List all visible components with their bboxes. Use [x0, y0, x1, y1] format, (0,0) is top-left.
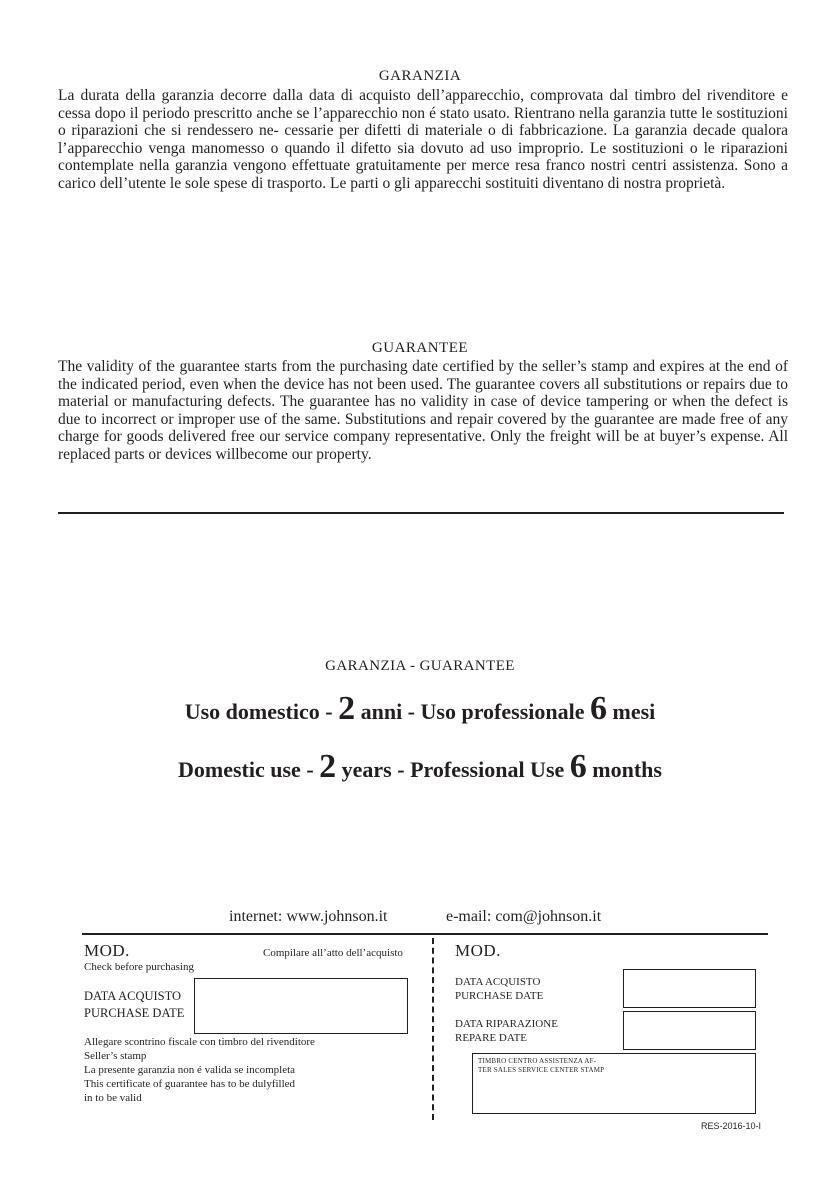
duration-english: [0, 748, 840, 786]
left-purchase-date-label-it: DATA ACQUISTO: [84, 989, 182, 1003]
duration-english-months: 6: [569, 748, 587, 785]
duration-english-suffix: months: [586, 757, 662, 782]
duration-italian-years: 2: [338, 690, 356, 727]
right-purchase-date-label-it: DATA ACQUISTO: [455, 976, 541, 988]
garanzia-title: GARANZIA: [378, 68, 462, 84]
section-divider: [58, 512, 784, 514]
repair-date-field[interactable]: [623, 1011, 756, 1050]
duration-english-mid: years - Professional Use: [336, 757, 570, 782]
guarantee-text: The validity of the guarantee starts from the purchasing date certified by the seller’s stamp and expires at the end of the indicated period, even when the device has not been used. The guarantee covers all substitutions or repairs due to material or manufacturing defects. The guarantee has no validity in case of device tampering or when the defect is due to incorrect or improper use of the same. Substitutions and repair covered by the guarantee are made free of any charge for goods delivered free our service company representative. Only the freight will be at buyer’s expense. All replaced parts or devices willbecome our property.: [58, 358, 788, 463]
duration-italian: [0, 690, 840, 728]
left-purchase-date-label-en: PURCHASE DATE: [84, 1006, 185, 1020]
internet-link[interactable]: internet: www.johnson.it: [229, 908, 388, 925]
duration-italian-suffix: mesi: [607, 699, 656, 724]
note-incomplete-en: This certificate of guarantee has to be dulyfilled: [84, 1078, 296, 1090]
card-top-rule: [82, 933, 768, 935]
repair-date-label-it: DATA RIPARAZIONE: [455, 1018, 558, 1030]
duration-english-prefix: Domestic use -: [178, 757, 320, 782]
duration-italian-prefix: Uso domestico -: [184, 699, 339, 724]
right-purchase-date-field[interactable]: [623, 969, 756, 1008]
guarantee-title: GUARANTEE: [371, 340, 469, 356]
duration-italian-months: 6: [590, 690, 607, 727]
stamp-label-line1: TIMBRO CENTRO ASSISTENZA AF-: [478, 1057, 597, 1065]
duration-italian-mid: anni - Uso professionale: [355, 699, 590, 724]
repair-date-label-en: REPARE DATE: [455, 1032, 528, 1044]
stamp-label-line2: TER SALES SERVICE CENTER STAMP: [478, 1066, 605, 1074]
garanzia-text: La durata della garanzia decorre dalla data di acquisto dell’apparecchio, comprovata dal timbro del rivenditore e cessa dopo il periodo prescritto anche se l’apparecchio non é stato usato. Rientrano nella garanzia tutte le sostituzioni o riparazioni che si rendessero ne- cessarie per difetti di materiale o di fabbricazione. La garanzia decade qualora l’apparecchio venga manomesso o quando il difetto sia dovuto ad uso improprio. Le sostituzioni o le riparazioni contemplate nella garanzia vengono effettuate gratuitamente per merce resa franco nostri centri assistenza. Sono a carico dell’utente le sole spese di trasporto. Le parti o gli apparecchi sostituiti diventano di nostra proprietà.: [58, 87, 788, 192]
service-center-stamp-field[interactable]: [472, 1053, 756, 1114]
card-cut-line: [432, 938, 434, 1120]
right-mod-label: MOD.: [455, 941, 501, 960]
note-incomplete-it: La presente garanzia non é valida se incompleta: [84, 1064, 296, 1076]
note-seller-stamp: Seller’s stamp: [84, 1050, 147, 1062]
compile-note: Compilare all’atto dell’acquisto: [263, 947, 403, 959]
right-purchase-date-label-en: PURCHASE DATE: [455, 990, 544, 1002]
left-purchase-date-field[interactable]: [194, 978, 408, 1034]
document-code: RES-2016-10-I: [701, 1121, 762, 1131]
note-valid: in to be valid: [84, 1092, 142, 1104]
duration-english-years: 2: [319, 748, 337, 785]
check-before-purchasing: Check before purchasing: [84, 961, 194, 973]
note-receipt: Allegare scontrino fiscale con timbro del rivenditore: [84, 1036, 315, 1048]
banner-title: GARANZIA - GUARANTEE: [325, 658, 515, 674]
email-link[interactable]: e-mail: com@johnson.it: [446, 908, 602, 925]
left-mod-label: MOD.: [84, 941, 130, 960]
